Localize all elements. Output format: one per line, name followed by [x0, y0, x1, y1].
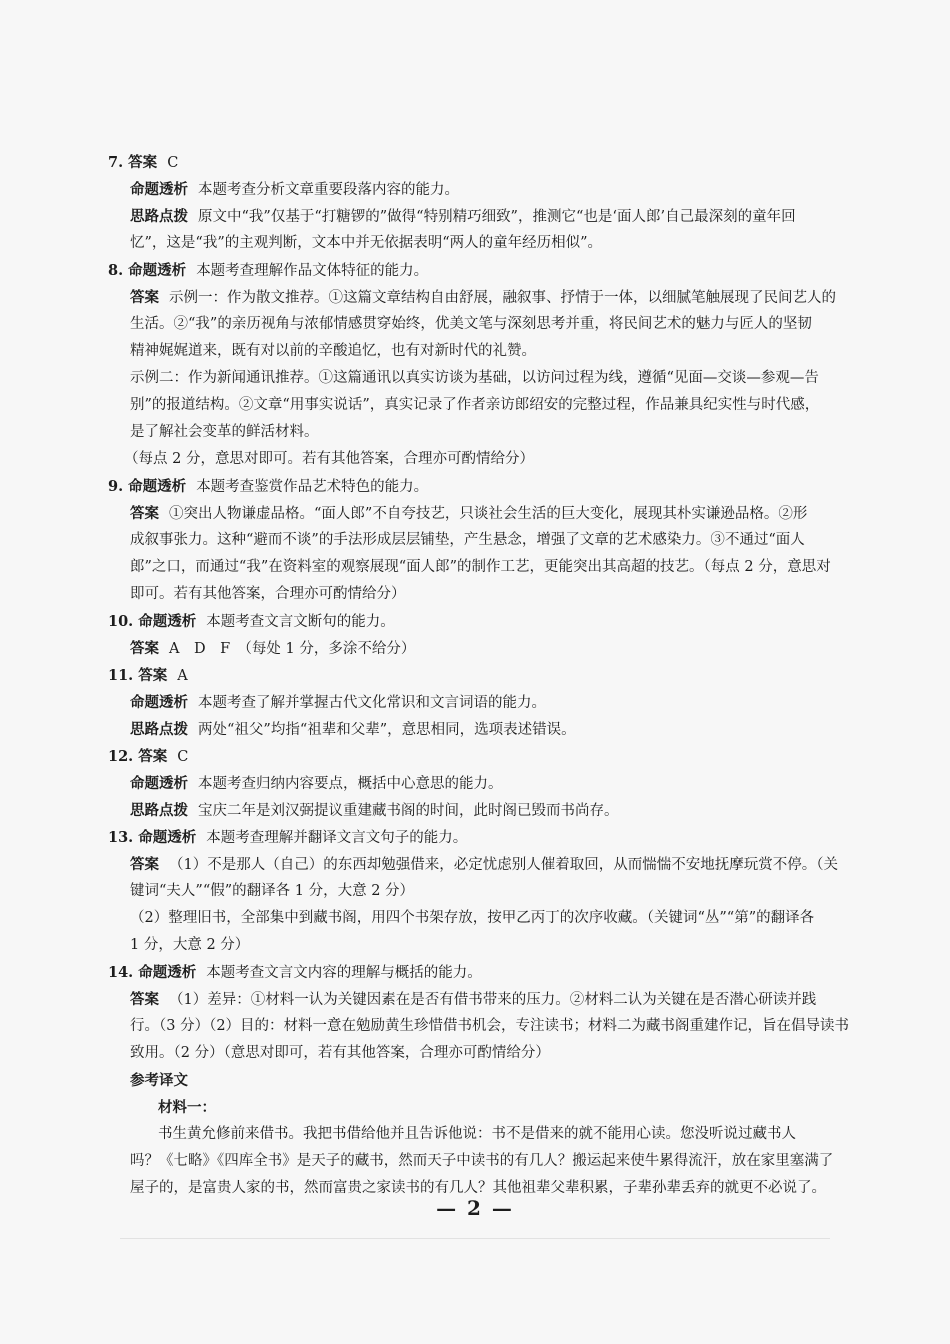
q7-slcb-line-2: 忆”，这是“我”的主观判断，文本中并无依据表明“两人的童年经历相似”。 [130, 235, 603, 251]
slcb-label: 思路点拨 [130, 208, 188, 225]
q8-line-7: （每点 2 分，意思对即可。若有其他答案，合理亦可酌情给分） [124, 451, 534, 467]
mtts-label: 14. 命题透析 [108, 964, 197, 981]
q8-line-5: 别”的报道结构。②文章“用事实说话”，真实记录了作者亲访郎绍安的完整过程，作品兼具纪实性与时代感， [130, 397, 820, 413]
q14-mtts-line [108, 959, 950, 987]
q9-line-4: 即可。若有其他答案，合理亦可酌情给分） [130, 586, 406, 602]
answer-label: 答案 [130, 991, 159, 1008]
q14-line-2: 行。（3 分）（2）目的：材料一意在勉励黄生珍惜借书机会，专注读书；材料二为藏书阁重建作记，旨在倡导读书 [130, 1018, 850, 1034]
mtts-text: 本题考查理解并翻译文言文句子的能力。 [206, 830, 468, 846]
answer-label: 11. 答案 [108, 667, 168, 684]
mtts-label: 8. 命题透析 [108, 262, 187, 279]
answer-text: ①突出人物谦虚品格。“面人郎”不自夸技艺，只谈社会生活的巨大变化，展现其朴实谦逊品格。②形 [169, 506, 808, 522]
mtts-text: 本题考查文言文断句的能力。 [206, 614, 395, 630]
q12-mtts-line [130, 770, 950, 798]
q7-answer-line [108, 149, 950, 177]
q8-line-6: 是了解社会变革的鲜活材料。 [130, 424, 319, 440]
bottom-divider [120, 1238, 830, 1239]
q7-slcb-line [130, 203, 950, 231]
q8-answer-line [130, 284, 950, 312]
mtts-label: 命题透析 [130, 181, 188, 198]
q13-mtts-line [108, 824, 950, 852]
answer-value: A [177, 668, 188, 684]
slcb-text: 宝庆二年是刘汉弼提议重建藏书阁的时间，此时阁已毁而书尚存。 [198, 803, 619, 819]
q8-line-2: 生活。②“我”的亲历视角与浓郁情感贯穿始终，优美文笔与深刻思考并重，将民间艺术的魅力与匠人的坚韧 [130, 316, 812, 332]
translation-line-1: 书生黄允修前来借书。我把书借给他并且告诉他说：书不是借来的就不能用心读。您没听说过藏书人 [158, 1126, 796, 1142]
q10-mtts-line [108, 608, 950, 636]
q11-answer-line [108, 662, 950, 690]
mtts-label: 10. 命题透析 [108, 613, 197, 630]
slcb-text: 原文中“我”仅基于“打糖锣的”做得“特别精巧细致”，推测它“也是‘面人郎’自己最深刻的童年回 [198, 209, 796, 225]
mtts-text: 本题考查了解并掌握古代文化常识和文言词语的能力。 [198, 695, 546, 711]
mtts-label: 命题透析 [130, 694, 188, 711]
page-number: — 2 — [436, 1196, 514, 1220]
q8-line-3: 精神娓娓道来，既有对以前的辛酸追忆，也有对新时代的礼赞。 [130, 343, 536, 359]
answer-value: C [167, 155, 179, 171]
translation-line-3: 屋子的，是富贵人家的书，然而富贵之家读书的有几人？其他祖辈父辈积累，子辈孙辈丢弃的就更不必说了。 [130, 1180, 826, 1196]
slcb-label: 思路点拨 [130, 721, 188, 738]
answer-label: 答案 [130, 640, 159, 657]
answer-label: 答案 [130, 856, 159, 873]
slcb-text: 两处“祖父”均指“祖辈和父辈”，意思相同，选项表述错误。 [198, 722, 576, 738]
mtts-text: 本题考查鉴赏作品艺术特色的能力。 [196, 479, 429, 495]
q13-line-2: 键词“夫人”“假”的翻译各 1 分，大意 2 分） [130, 883, 415, 899]
answer-text: （1）不是那人（自己）的东西却勉强借来，必定忧虑别人催着取回，从而惴惴不安地抚摩玩赏不停。（关 [169, 857, 838, 873]
material1-label: 材料一： [158, 1099, 216, 1116]
answer-label: 7. 答案 [108, 154, 158, 171]
mtts-text: 本题考查理解作品文体特征的能力。 [196, 263, 429, 279]
q9-answer-line [130, 500, 950, 528]
q9-line-3: 郎”之口，而通过“我”在资料室的观察展现“面人郎”的制作工艺，更能突出其高超的技艺。（每点 2 分，意思对 [130, 559, 831, 575]
q11-slcb-line [130, 716, 950, 744]
answer-value: C [177, 749, 189, 765]
q9-mtts-line [108, 473, 950, 501]
mtts-label: 9. 命题透析 [108, 478, 187, 495]
q12-slcb-line [130, 797, 950, 825]
q13-line-3: （2）整理旧书，全部集中到藏书阁，用四个书架存放，按甲乙丙丁的次序收藏。（关键词“丛”“第”的翻译各 [130, 910, 815, 926]
answer-text: （1）差异：①材料一认为关键因素在是否有借书带来的压力。②材料二认为关键在是否潜心研读并践 [169, 992, 817, 1008]
answer-label: 12. 答案 [108, 748, 168, 765]
answer-label: 答案 [130, 505, 159, 522]
mtts-text: 本题考查分析文章重要段落内容的能力。 [198, 182, 459, 198]
q7-mtts-line [130, 176, 950, 204]
q11-mtts-line [130, 689, 950, 717]
answer-text: 示例一：作为散文推荐。①这篇文章结构自由舒展，融叙事、抒情于一体，以细腻笔触展现了民间艺人的 [169, 290, 836, 306]
translation-title: 参考译文 [130, 1072, 188, 1089]
q13-line-4: 1 分，大意 2 分） [130, 937, 250, 953]
translation-line-2: 吗？《七略》《四库全书》是天子的藏书，然而天子中读书的有几人？搬运起来使牛累得流汗，放在家里塞满了 [130, 1153, 834, 1169]
mtts-label: 命题透析 [130, 775, 188, 792]
answer-label: 答案 [130, 289, 159, 306]
q10-answer-line [130, 635, 950, 663]
slcb-label: 思路点拨 [130, 802, 188, 819]
mtts-text: 本题考查归纳内容要点，概括中心意思的能力。 [198, 776, 503, 792]
mtts-label: 13. 命题透析 [108, 829, 197, 846]
q13-answer-line [130, 851, 950, 879]
q14-answer-line [130, 986, 950, 1014]
mtts-text: 本题考查文言文内容的理解与概括的能力。 [206, 965, 482, 981]
q9-line-2: 成叙事张力。这种“避而不谈”的手法形成层层铺垫，产生悬念，增强了文章的艺术感染力。③不通过“面人 [130, 532, 805, 548]
q8-line-4: 示例二：作为新闻通讯推荐。①这篇通讯以真实访谈为基础，以访问过程为线，遵循“见面—交谈—参观—告 [130, 370, 819, 386]
q12-answer-line [108, 743, 950, 771]
q8-mtts-line [108, 257, 950, 285]
answer-value: A D F （每处 1 分，多涂不给分） [169, 641, 416, 657]
q14-line-3: 致用。（2 分）（意思对即可，若有其他答案，合理亦可酌情给分） [130, 1045, 550, 1061]
